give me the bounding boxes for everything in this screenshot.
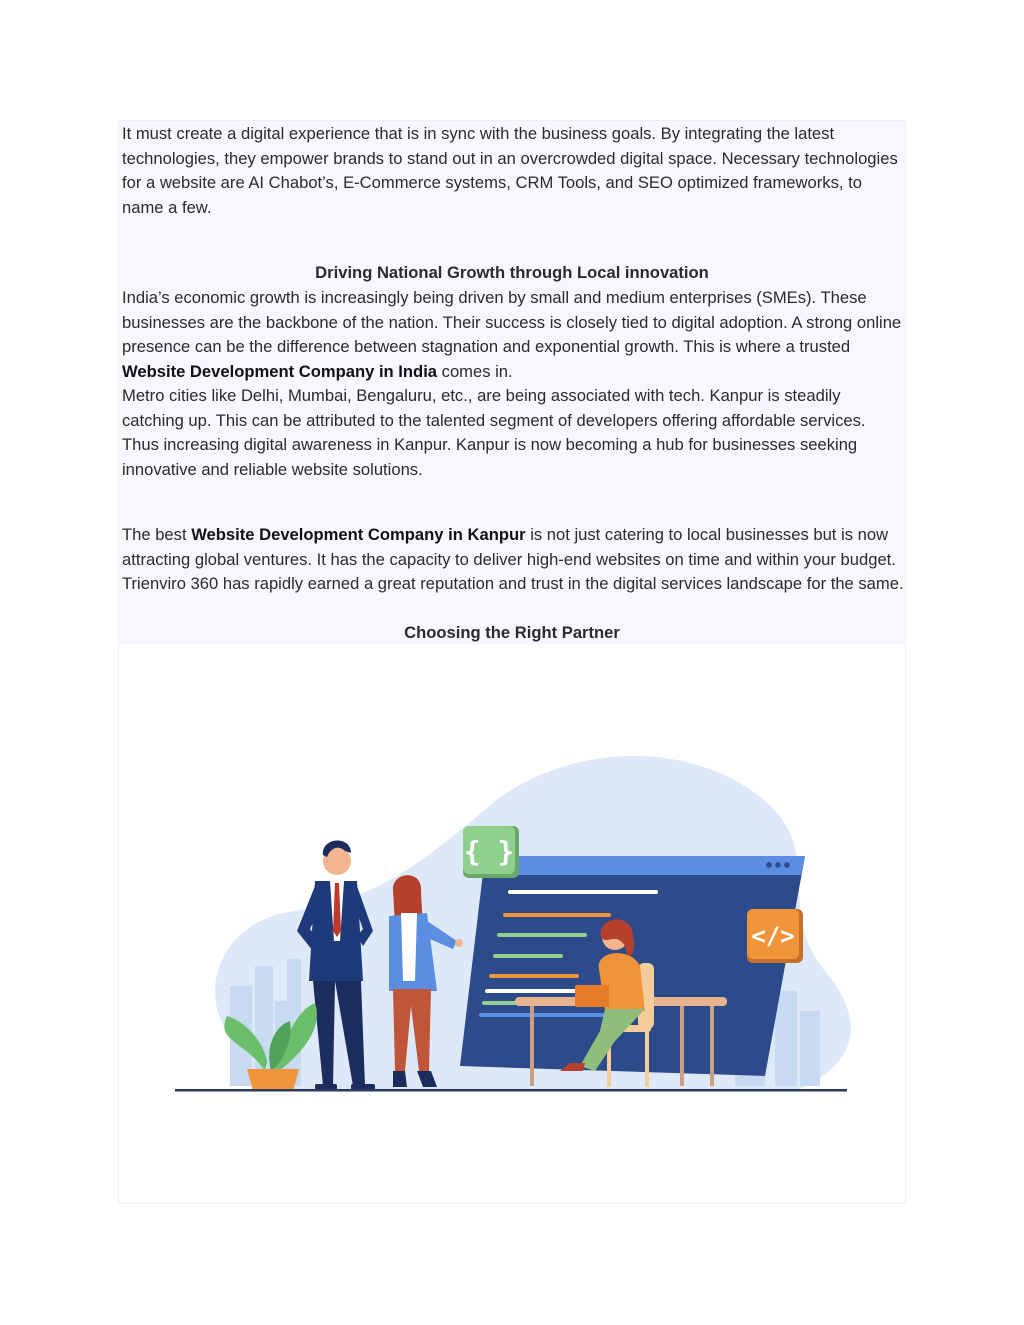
paragraph-smes	[122, 286, 906, 384]
svg-text:</>: </>	[751, 922, 795, 950]
paragraph-kanpur	[122, 523, 906, 597]
paragraph-kanpur-text: The best	[122, 525, 192, 544]
team-illustration	[175, 741, 855, 1111]
paragraph-metro: Metro cities like Delhi, Mumbai, Bengaluru, etc., are being associated with tech. Kanpur is steadily catching up. This can be attributed to the talented segment of developers offering affordable services. Thus increasing digital awareness in Kanpur. Kanpur is now becoming a hub for businesses seeking innovative and reliable website solutions.	[122, 386, 866, 479]
section-heading-partner: Choosing the Right Partner	[404, 623, 620, 642]
svg-text:{ }: { }	[463, 835, 515, 868]
section-heading-growth: Driving National Growth through Local innovation	[315, 263, 709, 282]
paragraph-smes-text: India’s economic growth is increasingly being driven by small and medium enterprises (SMEs). These businesses are the backbone of the nation. Their success is closely tied to digital adoption. A strong online presence can be the difference between stagnation and exponential growth. This is where a trusted	[122, 288, 902, 356]
paragraph-smes-end: comes in.	[437, 361, 513, 381]
paragraph-kanpur-end: is not just catering to local businesses but is now attracting global ventures. It has the capacity to deliver high-end websites on time and within your budget. Trienviro 360 has rapidly earned a great reputation and trust in the digital services landscape for the same.	[122, 525, 904, 593]
text-block	[119, 121, 905, 645]
keyword-kanpur: Website Development Company in Kanpur	[191, 525, 526, 544]
curly-braces-badge-icon	[463, 826, 519, 878]
code-tag-badge-icon	[747, 909, 803, 963]
ground-line	[175, 1089, 847, 1092]
keyword-india: Website Development Company in India	[122, 361, 438, 381]
paragraph-intro: It must create a digital experience that is in sync with the business goals. By integrating the latest technologies, they empower brands to stand out in an overcrowded digital space. Necessary technologies for a website are AI Chabot’s, E-Commerce systems, CRM Tools, and SEO optimized frameworks, to name a few.	[122, 124, 898, 217]
document-page	[118, 120, 906, 1204]
